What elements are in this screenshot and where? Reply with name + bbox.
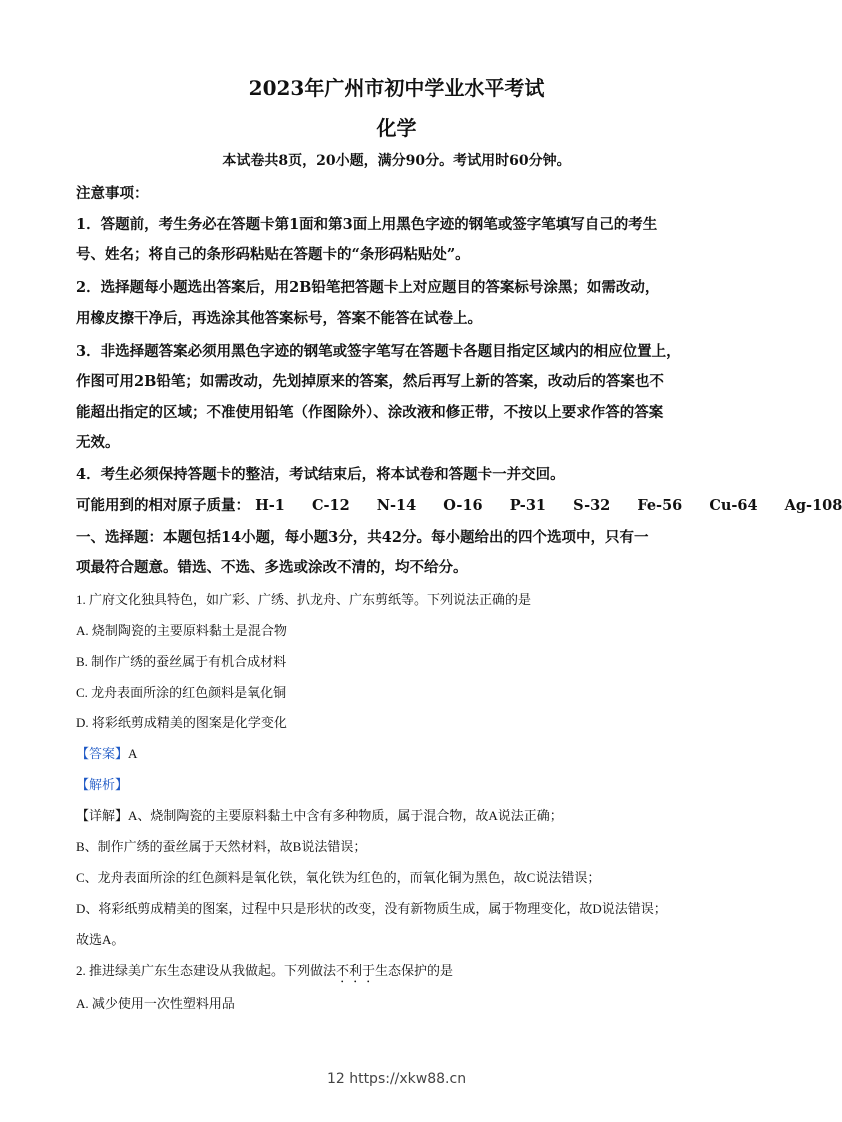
notes-line: 4．考生必须保持答题卡的整洁，考试结束后，将本试卷和答题卡一并交回。 <box>76 466 565 483</box>
notes-line: 用橡皮擦干净后，再选涂其他答案标号，答案不能答在试卷上。 <box>76 310 482 327</box>
answer-label: 【答案】 <box>76 746 129 761</box>
notes-line: 1．答题前，考生务必在答题卡第1面和第3面上用黑色字迹的钢笔或签字笔填写自己的考生 <box>76 216 658 233</box>
atomic-mass-item: O-16 <box>443 497 483 514</box>
question-1-option-d: D. 将彩纸剪成精美的图案是化学变化 <box>76 715 287 730</box>
page-footer: 12 https://xkw88.cn <box>326 1071 467 1087</box>
detail-line: B、制作广绣的蚕丝属于天然材料，故B说法错误； <box>76 839 367 854</box>
question-2-stem <box>76 960 453 986</box>
atomic-mass-item: N-14 <box>376 497 417 514</box>
question-2-stem-suffix: 生态保护的是 <box>375 963 454 978</box>
atomic-mass-item: S-32 <box>573 497 611 514</box>
atomic-mass-item: C-12 <box>311 497 350 514</box>
analysis-label: 【解析】 <box>76 777 129 792</box>
detail-line: C、龙舟表面所涂的红色颜料是氧化铁，氧化铁为红色的，而氧化铜为黑色，故C说法错误； <box>76 870 601 885</box>
section-heading: 项最符合题意。错选、不选、多选或涂改不清的，均不给分。 <box>76 559 468 576</box>
detail-line: 【详解】A、烧制陶瓷的主要原料黏土中含有多种物质，属于混合物，故A说法正确； <box>76 808 563 823</box>
atomic-masses-label: 可能用到的相对原子质量： <box>76 497 250 514</box>
question-1-stem: 1. 广府文化独具特色，如广彩、广绣、扒龙舟、广东剪纸等。下列说法正确的是 <box>76 592 532 607</box>
atomic-mass-item: Cu-64 <box>709 497 758 514</box>
notes-line: 2．选择题每小题选出答案后，用2B铅笔把答题卡上对应题目的答案标号涂黑；如需改动， <box>76 279 660 296</box>
answer-line <box>76 743 137 762</box>
notes-line: 号、姓名；将自己的条形码粘贴在答题卡的“条形码粘贴处”。 <box>76 246 470 263</box>
question-2-stem-emphasis: 不利于 <box>336 963 376 978</box>
question-1-option-c: C. 龙舟表面所涂的红色颜料是氧化铜 <box>76 685 287 700</box>
atomic-masses <box>76 494 842 515</box>
notes-line: 能超出指定的区域；不准使用铅笔（作图除外）、涂改液和修正带，不按以上要求作答的答案 <box>76 404 664 421</box>
detail-line: D、将彩纸剪成精美的图案，过程中只是形状的改变，没有新物质生成，属于物理变化，故D说法错误； <box>76 901 667 916</box>
atomic-mass-item: H-1 <box>255 497 285 514</box>
atomic-mass-item: Ag-108 <box>784 497 842 514</box>
notes-line: 无效。 <box>76 434 120 451</box>
answer-value: A <box>128 746 138 761</box>
question-2-stem-prefix: 2. 推进绿美广东生态建设从我做起。下列做法 <box>76 963 337 978</box>
exam-title: 2023年广州市初中学业水平考试 <box>248 76 545 100</box>
exam-info: 本试卷共8页，20小题，满分90分。考试用时60分钟。 <box>222 153 571 169</box>
question-2-option-a: A. 减少使用一次性塑料用品 <box>76 996 235 1011</box>
question-1-option-a: A. 烧制陶瓷的主要原料黏土是混合物 <box>76 623 287 638</box>
detail-line: 故选A。 <box>76 932 125 947</box>
section-heading: 一、选择题：本题包括14小题，每小题3分，共42分。每小题给出的四个选项中，只有一 <box>76 529 649 546</box>
notes-line: 作图可用2B铅笔；如需改动，先划掉原来的答案，然后再写上新的答案，改动后的答案也不 <box>76 373 664 390</box>
exam-subject: 化学 <box>376 116 417 140</box>
atomic-mass-item: Fe-56 <box>637 497 683 514</box>
question-1-option-b: B. 制作广绣的蚕丝属于有机合成材料 <box>76 654 287 669</box>
notes-heading: 注意事项： <box>76 185 149 202</box>
atomic-mass-item: P-31 <box>509 497 546 514</box>
notes-line: 3．非选择题答案必须用黑色字迹的钢笔或签字笔写在答题卡各题目指定区域内的相应位置上， <box>76 343 681 360</box>
